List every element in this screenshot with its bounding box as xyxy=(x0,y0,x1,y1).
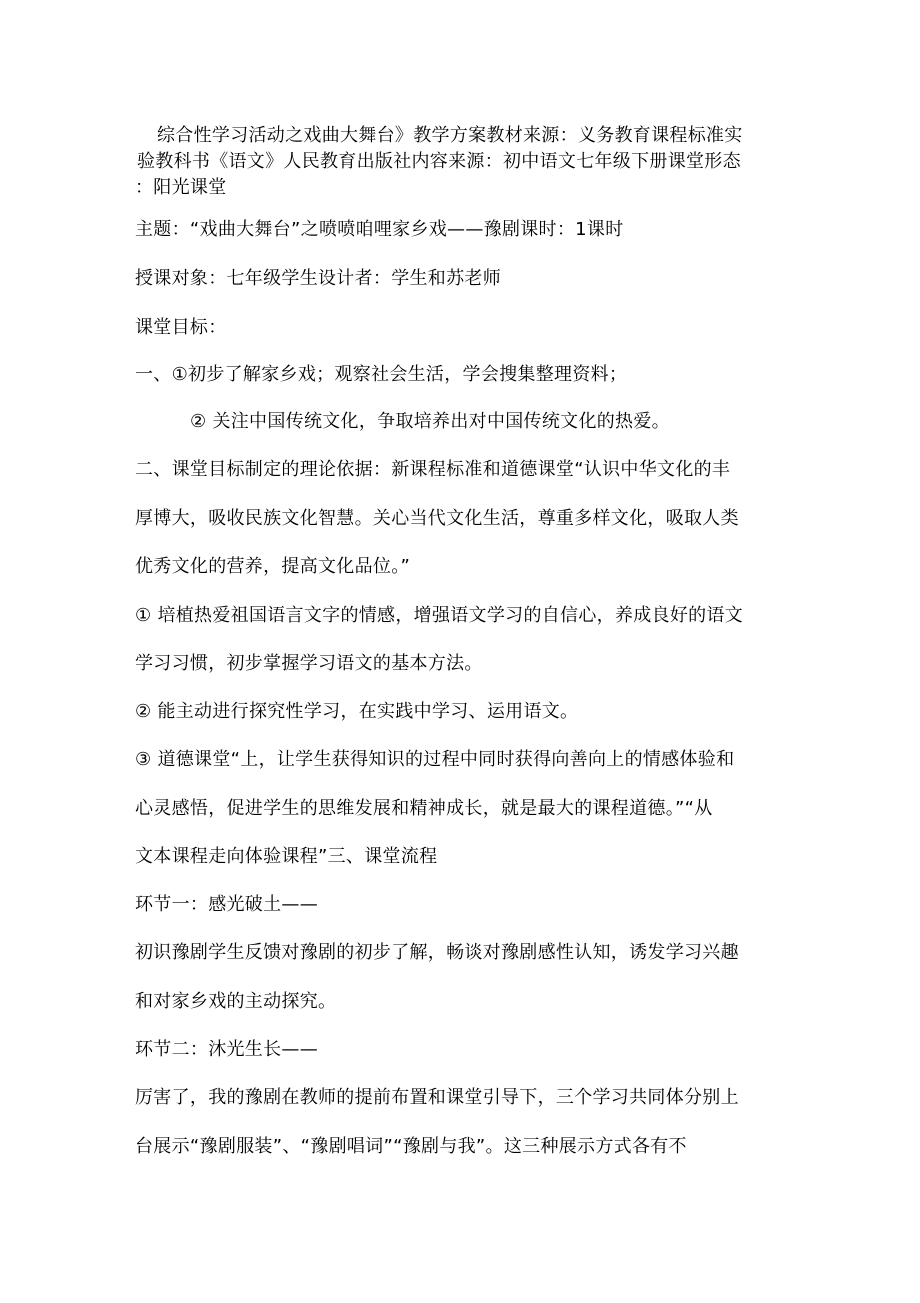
basis-line-2: 厚博大，吸收民族文化智慧。关心当代文化生活，尊重多样文化，吸取人类 xyxy=(135,508,739,529)
step-two-body-line-1: 厉害了，我的豫剧在教师的提前布置和课堂引导下，三个学习共同体分别上 xyxy=(135,1087,739,1108)
audience-line: 授课对象：七年级学生设计者：学生和苏老师 xyxy=(135,268,501,289)
point-three-line-2: 心灵感悟，促进学生的思维发展和精神成长，就是最大的课程道德。”“从 xyxy=(135,798,713,819)
basis-line-1: 二、课堂目标制定的理论依据：新课程标准和道德课堂“认识中华文化的丰 xyxy=(135,459,731,480)
step-one-body-line-1: 初识豫剧学生反馈对豫剧的初步了解，畅谈对豫剧感性认知，诱发学习兴趣 xyxy=(135,942,739,963)
point-one-line-2: 学习习惯，初步掌握学习语文的基本方法。 xyxy=(135,653,483,674)
step-one-title: 环节一：感光破土—— xyxy=(135,894,318,915)
header-line-3: ：阳光课堂 xyxy=(135,177,227,198)
step-two-title: 环节二：沐光生长—— xyxy=(135,1039,318,1060)
goals-title: 课堂目标： xyxy=(135,317,227,338)
goal-one-a: 一、①初步了解家乡戏；观察社会生活，学会搜集整理资料； xyxy=(135,364,628,385)
theme-line: 主题：“戏曲大舞台”之喷喷咱哩家乡戏——豫剧课时：1课时 xyxy=(135,219,624,240)
goal-one-b: ② 关注中国传统文化，争取培养出对中国传统文化的热爱。 xyxy=(190,411,670,432)
point-three-line-3: 文本课程走向体验课程”三、课堂流程 xyxy=(135,846,438,867)
point-three-line-1: ③ 道德课堂“上，让学生获得知识的过程中同时获得向善向上的情感体验和 xyxy=(135,749,735,770)
header-line-2: 验教科书《语文》人民教育出版社内容来源：初中语文七年级下册课堂形态 xyxy=(137,151,741,172)
header-line-1: 综合性学习活动之戏曲大舞台》教学方案教材来源：义务教育课程标准实 xyxy=(157,125,743,146)
step-one-body-line-2: 和对家乡戏的主动探究。 xyxy=(135,991,337,1012)
point-two-line: ② 能主动进行探究性学习，在实践中学习、运用语文。 xyxy=(135,701,579,722)
point-one-line-1: ① 培植热爱祖国语言文字的情感，增强语文学习的自信心，养成良好的语文 xyxy=(135,605,744,626)
step-two-body-line-2: 台展示“豫剧服装”、“豫剧唱词”“豫剧与我”。这三种展示方式各有不 xyxy=(135,1136,687,1157)
basis-line-3: 优秀文化的营养，提高文化品位。” xyxy=(135,556,411,577)
